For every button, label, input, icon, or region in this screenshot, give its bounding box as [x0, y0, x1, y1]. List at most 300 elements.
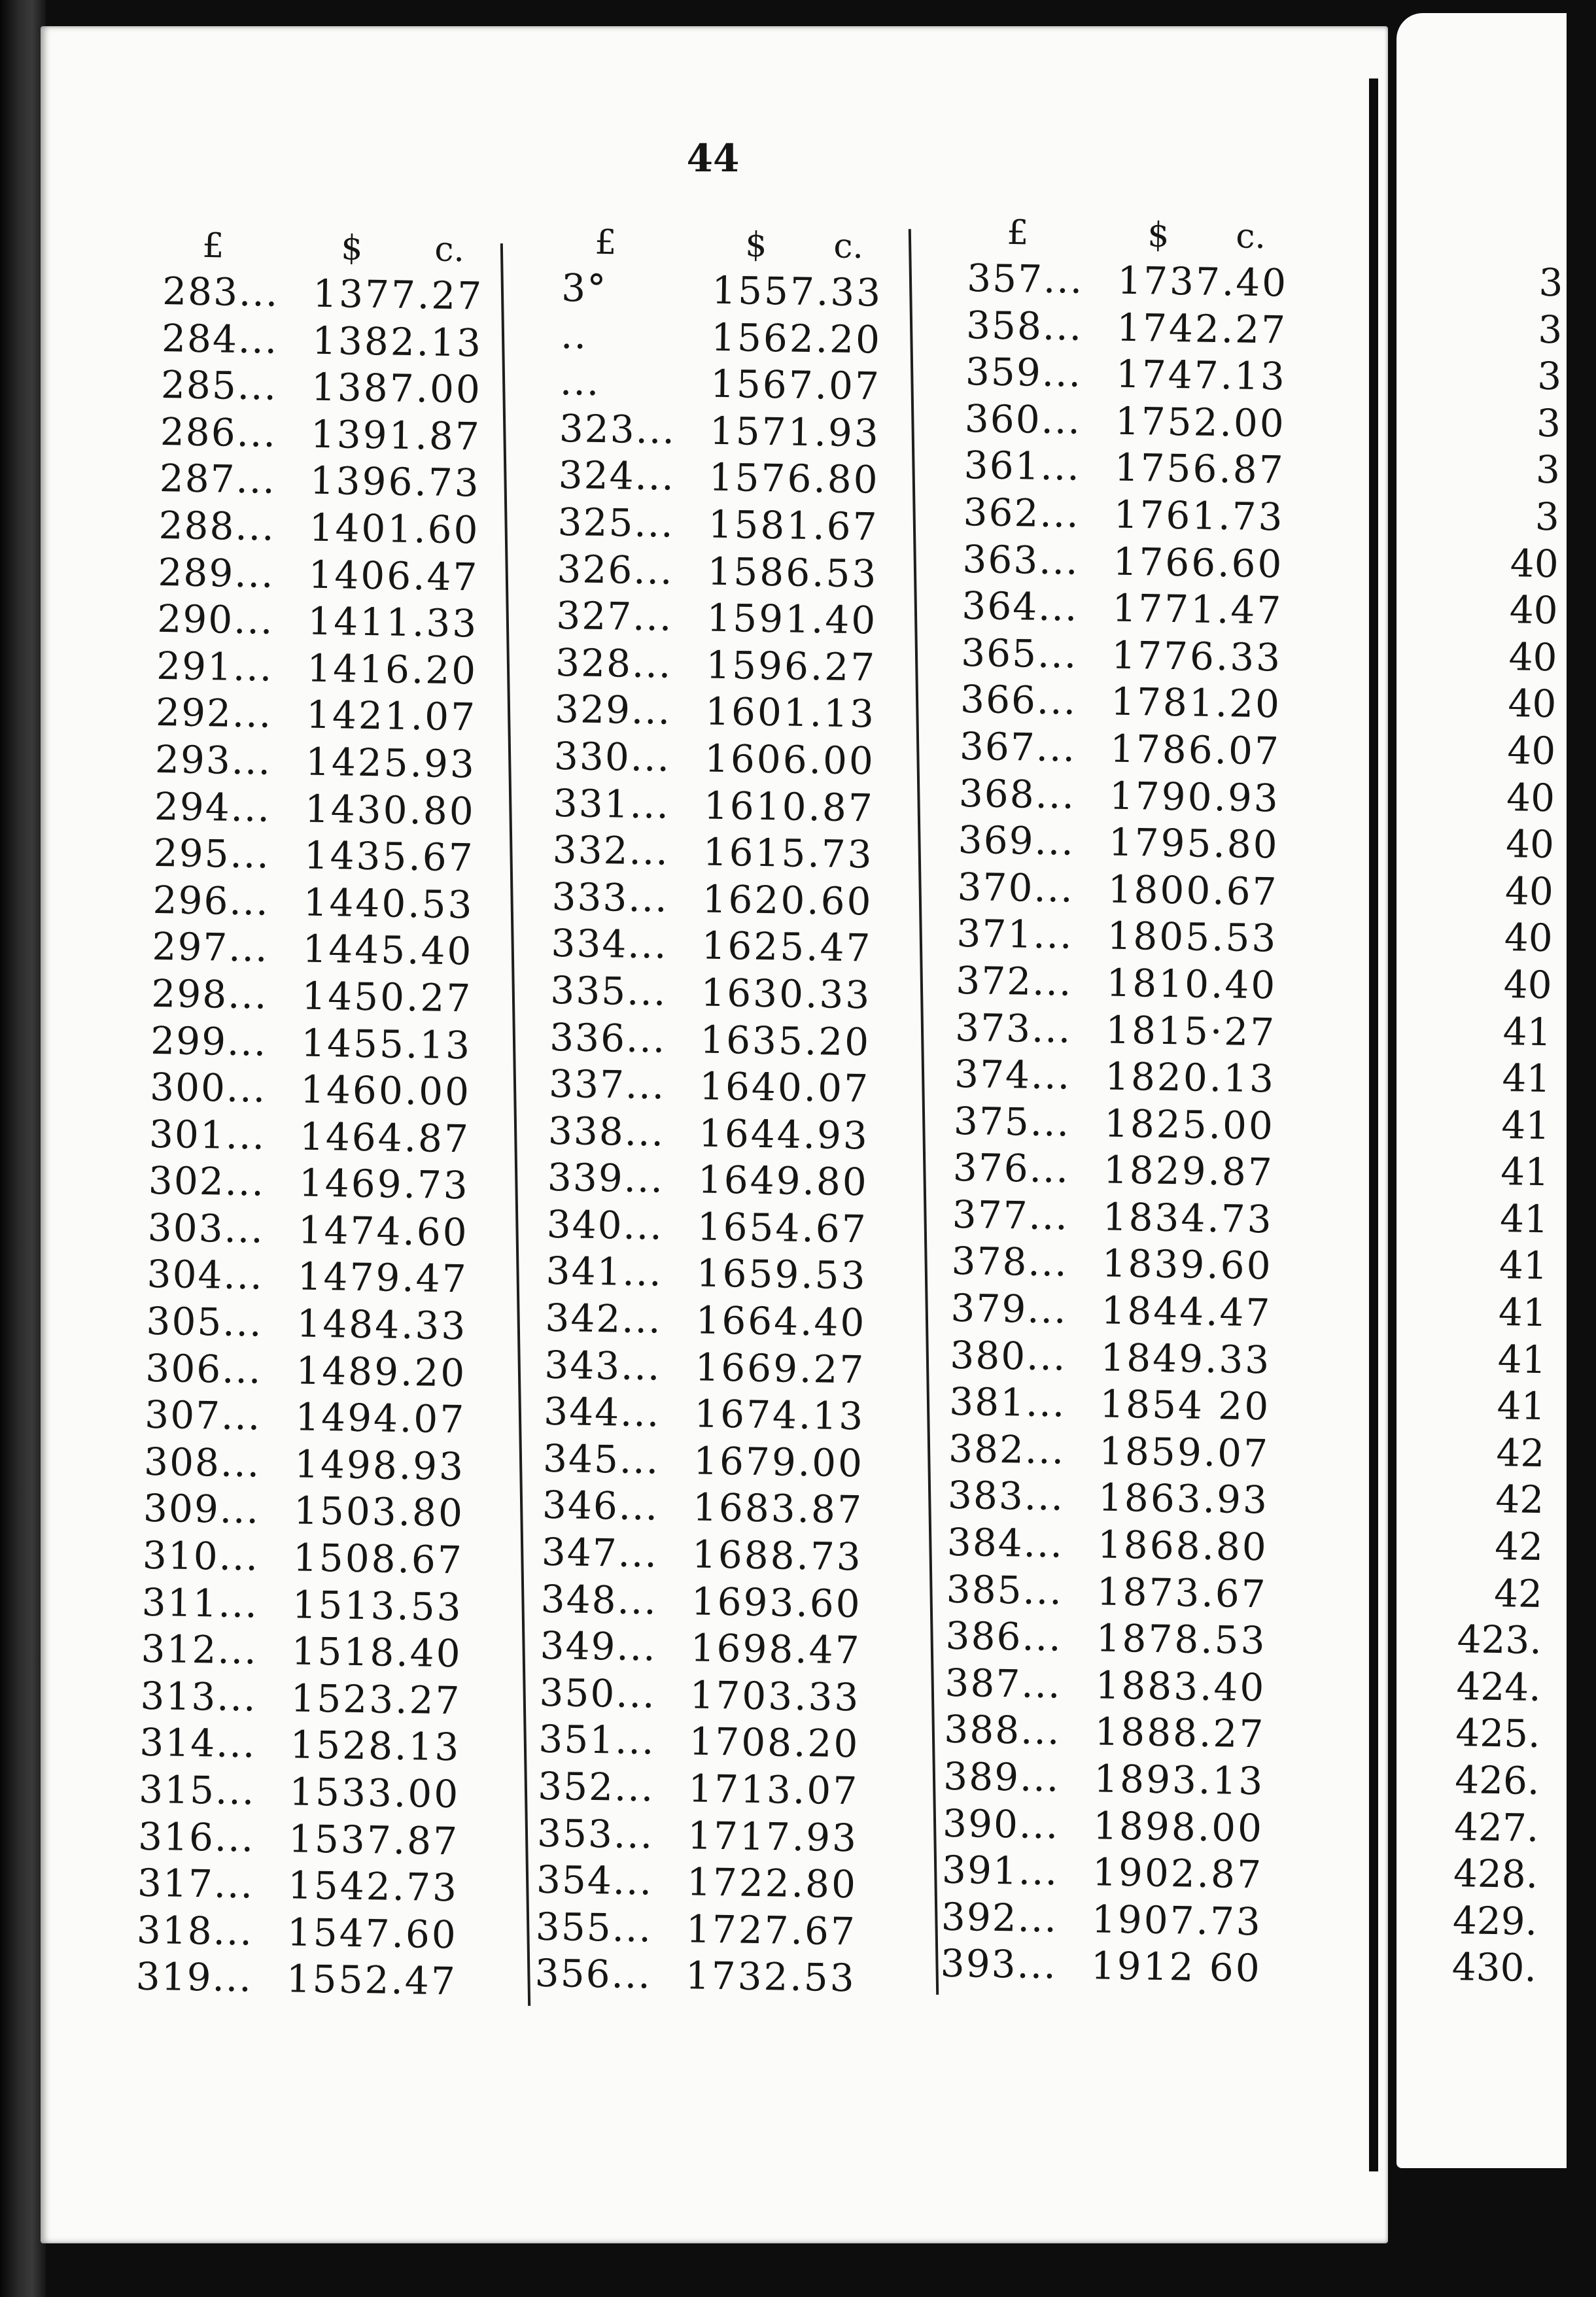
- table-row: [964, 396, 1331, 448]
- table-row: [545, 1295, 912, 1347]
- dollar-amount: 1460.00: [300, 1067, 472, 1114]
- table-row: [551, 874, 918, 926]
- pound-amount: 338...: [547, 1108, 665, 1155]
- table-row: 41: [1498, 1290, 1548, 1336]
- pound-amount: 331...: [553, 780, 670, 827]
- conversion-column-2: [534, 219, 929, 2003]
- dollar-amount: 1440.53: [303, 880, 475, 927]
- pound-amount: 381...: [948, 1379, 1066, 1426]
- table-row: [546, 1201, 913, 1254]
- pound-amount: 348...: [540, 1576, 658, 1623]
- pound-amount: 352...: [537, 1763, 655, 1810]
- table-row: 3: [1538, 260, 1563, 305]
- dollar-amount: 1664.40: [695, 1298, 867, 1345]
- table-row: 41: [1499, 1196, 1549, 1242]
- dollar-amount: 1401.60: [309, 505, 481, 553]
- table-row: [559, 406, 926, 458]
- dollar-amount: 1834.73: [1102, 1194, 1274, 1242]
- table-row: [153, 830, 520, 882]
- pound-amount: 378...: [951, 1239, 1069, 1286]
- pound-amount: 367...: [959, 723, 1077, 770]
- table-row: [158, 502, 525, 555]
- dollar-amount: 1888.27: [1094, 1709, 1266, 1757]
- table-row: [157, 596, 524, 648]
- table-row: 429.: [1452, 1897, 1538, 1944]
- dollar-amount: 1445.40: [302, 926, 474, 974]
- dollar-amount: 1766.60: [1113, 539, 1284, 587]
- table-row: [552, 827, 919, 879]
- dollar-amount: 1752.00: [1115, 398, 1287, 446]
- table-row: 41: [1502, 1009, 1552, 1054]
- table-row: [954, 1051, 1321, 1103]
- pound-amount: 298...: [150, 971, 269, 1018]
- table-row: [143, 1485, 510, 1538]
- table-row: [946, 1519, 1313, 1572]
- dollar-amount: 1571.93: [709, 408, 881, 456]
- dollar-amount: 1391.87: [310, 411, 482, 459]
- pound-amount: 306...: [145, 1345, 263, 1392]
- table-row: [544, 1341, 911, 1394]
- dollar-amount: 1679.00: [693, 1438, 865, 1486]
- pound-amount: 363...: [962, 536, 1080, 583]
- pound-amount: 308...: [143, 1439, 261, 1486]
- table-row: [546, 1248, 912, 1300]
- table-row: [944, 1706, 1311, 1759]
- table-row: [149, 1111, 516, 1164]
- table-row: [554, 733, 921, 786]
- pound-amount: 303...: [147, 1205, 265, 1252]
- table-row: 40: [1508, 634, 1557, 680]
- dollar-amount: 1416.20: [306, 646, 478, 693]
- table-row: [962, 536, 1329, 589]
- pound-header: £: [201, 226, 225, 266]
- dollar-amount: 1455.13: [300, 1020, 472, 1068]
- pound-amount: 309...: [143, 1486, 260, 1532]
- dollar-amount: 1606.00: [704, 736, 876, 784]
- pound-amount: 382...: [948, 1426, 1066, 1473]
- table-row: 427.: [1453, 1804, 1539, 1850]
- pound-amount: ...: [559, 359, 600, 405]
- dollar-amount: 1698.47: [690, 1625, 862, 1673]
- dollar-amount: 1737.40: [1117, 258, 1289, 305]
- dollar-amount: 1406.47: [308, 552, 479, 600]
- pound-amount: 376...: [952, 1145, 1070, 1192]
- conversion-column-3: [940, 209, 1334, 1993]
- dollar-amount: 1742.27: [1116, 305, 1288, 353]
- conversion-column-1: [135, 222, 530, 2006]
- table-row: [156, 689, 523, 742]
- dollar-amount: 1717.93: [687, 1812, 859, 1860]
- table-row: [137, 1860, 504, 1912]
- dollar-amount: 1479.47: [297, 1254, 469, 1302]
- pound-amount: 358...: [965, 302, 1083, 349]
- pound-amount: 318...: [136, 1907, 254, 1954]
- dollar-amount: 1430.80: [304, 786, 476, 834]
- table-row: [960, 723, 1327, 776]
- table-row: [561, 312, 928, 364]
- pound-amount: 374...: [954, 1051, 1071, 1098]
- pound-amount: 345...: [542, 1436, 660, 1483]
- dollar-amount: 1781.20: [1110, 679, 1282, 727]
- table-row: [948, 1472, 1315, 1525]
- dollar-amount: 1567.07: [710, 361, 882, 409]
- pound-amount: 283...: [162, 268, 279, 315]
- table-row: [152, 924, 519, 976]
- table-row: 42: [1493, 1570, 1543, 1616]
- dollar-amount: 1528.13: [289, 1722, 461, 1770]
- table-row: [967, 255, 1334, 307]
- table-row: [136, 1907, 503, 1959]
- table-row: 40: [1504, 868, 1554, 914]
- pound-amount: 324...: [558, 453, 676, 500]
- dollar-amount: 1591.40: [706, 595, 878, 643]
- dollar-amount: 1484.33: [296, 1301, 468, 1349]
- dollar-amount: 1469.73: [298, 1160, 470, 1208]
- pound-amount: 316...: [137, 1814, 255, 1861]
- conversion-column-4-partial: [1438, 258, 1596, 1993]
- pound-amount: 289...: [158, 549, 275, 596]
- dollar-amount: 1795.80: [1108, 820, 1280, 867]
- pound-amount: 370...: [957, 864, 1075, 911]
- table-row: [547, 1154, 914, 1207]
- table-row: [943, 1800, 1310, 1852]
- pound-amount: 350...: [539, 1670, 657, 1717]
- pound-amount: 390...: [942, 1801, 1060, 1848]
- dollar-amount: 1494.07: [294, 1394, 466, 1442]
- dollar-amount: 1382.13: [311, 318, 483, 366]
- dollar-amount: 1776.33: [1111, 632, 1283, 680]
- table-row: 428.: [1453, 1851, 1538, 1897]
- dollar-amount: 1756.87: [1114, 445, 1286, 493]
- table-row: [538, 1716, 905, 1769]
- table-row: 424.: [1456, 1663, 1542, 1710]
- pound-amount: 291...: [156, 643, 273, 690]
- pound-amount: 351...: [538, 1717, 656, 1763]
- table-row: [940, 1941, 1307, 1993]
- table-row: 41: [1499, 1243, 1548, 1288]
- table-row: 40: [1506, 728, 1556, 774]
- table-row: [945, 1660, 1311, 1712]
- dollar-amount: 1533.00: [288, 1769, 460, 1817]
- dollar-amount: 1411.33: [307, 598, 479, 646]
- table-row: [543, 1436, 910, 1488]
- table-row: [550, 967, 917, 1020]
- dollar-amount: 1790.93: [1109, 773, 1281, 821]
- pound-amount: 356...: [534, 1951, 652, 1997]
- table-row: [161, 362, 528, 414]
- dollar-amount: 1747.13: [1115, 351, 1287, 399]
- table-row: [557, 546, 924, 598]
- table-row: [943, 1753, 1310, 1806]
- pound-amount: 294...: [154, 784, 271, 831]
- table-row: [141, 1626, 508, 1678]
- pound-amount: 364...: [961, 583, 1079, 630]
- table-row: [150, 1064, 517, 1116]
- table-row: [956, 958, 1323, 1010]
- pound-amount: 342...: [545, 1295, 663, 1342]
- pound-amount: 383...: [947, 1473, 1065, 1519]
- dollar-amount: 1868.80: [1097, 1522, 1269, 1570]
- dollar-amount: 1547.60: [286, 1910, 459, 1958]
- pound-amount: 335...: [549, 967, 668, 1014]
- table-row: [954, 1098, 1321, 1150]
- pound-amount: 3°: [561, 265, 608, 311]
- table-row: [141, 1579, 508, 1631]
- table-row: [145, 1392, 512, 1444]
- pound-amount: 299...: [150, 1018, 268, 1065]
- column-header: [163, 222, 530, 274]
- table-row: [152, 877, 519, 929]
- table-row: [150, 1017, 517, 1069]
- pound-amount: 285...: [160, 362, 278, 409]
- dollar-amount: 1669.27: [694, 1345, 866, 1392]
- pound-amount: 353...: [536, 1810, 654, 1857]
- dollar-amount: 1518.40: [291, 1629, 463, 1676]
- pound-amount: 284...: [161, 315, 279, 362]
- pound-amount: 334...: [551, 921, 668, 967]
- pound-amount: 301...: [148, 1111, 266, 1158]
- dollar-amount: 1839.60: [1102, 1241, 1274, 1288]
- dollar-amount: 1474.60: [298, 1207, 470, 1255]
- pound-amount: 330...: [553, 733, 671, 780]
- dollar-amount: 1829.87: [1103, 1147, 1275, 1195]
- table-row: [147, 1251, 513, 1304]
- pound-amount: 313...: [140, 1673, 258, 1720]
- pound-amount: 288...: [158, 502, 276, 549]
- table-row: 40: [1506, 774, 1555, 820]
- dollar-amount: 1576.80: [708, 455, 880, 503]
- table-row: [538, 1763, 905, 1816]
- pound-amount: 392...: [941, 1894, 1058, 1941]
- table-row: [962, 583, 1328, 635]
- dollar-amount: 1542.73: [287, 1863, 459, 1910]
- table-row: [560, 358, 927, 411]
- pound-amount: 357...: [966, 255, 1084, 302]
- table-row: 41: [1501, 1056, 1551, 1101]
- table-row: [162, 268, 529, 320]
- dollar-amount: 1450.27: [301, 973, 473, 1021]
- table-row: [540, 1576, 907, 1628]
- table-row: [555, 640, 922, 692]
- table-row: [950, 1332, 1317, 1384]
- pound-amount: 361...: [963, 443, 1081, 490]
- pound-amount: 297...: [152, 924, 269, 971]
- pound-amount: 337...: [548, 1061, 666, 1108]
- table-row: [549, 1061, 916, 1113]
- dollar-amount: 1820.13: [1104, 1054, 1276, 1101]
- dollar-amount: 1503.80: [293, 1488, 465, 1536]
- pound-amount: 317...: [137, 1860, 254, 1907]
- pound-amount: 355...: [535, 1904, 653, 1951]
- table-row: 42: [1495, 1477, 1544, 1523]
- dollar-amount: 1863.93: [1098, 1475, 1270, 1523]
- dollar-amount: 1610.87: [703, 783, 875, 831]
- table-row: [958, 817, 1325, 869]
- dollar-amount: 1649.80: [697, 1157, 869, 1205]
- pound-amount: 343...: [544, 1342, 662, 1389]
- table-row: [948, 1426, 1315, 1478]
- table-row: [957, 864, 1324, 916]
- table-row: [558, 452, 925, 504]
- table-row: [952, 1192, 1319, 1244]
- pound-amount: 384...: [946, 1519, 1064, 1566]
- table-row: [162, 315, 529, 368]
- pound-amount: 292...: [155, 690, 273, 737]
- table-row: [949, 1379, 1316, 1431]
- cents-header: c.: [1235, 216, 1266, 257]
- dollar-amount: 1849.33: [1100, 1335, 1272, 1383]
- table-row: [549, 1014, 916, 1066]
- dollar-amount: 1620.60: [702, 876, 874, 924]
- table-row: 42: [1494, 1523, 1544, 1570]
- table-row: 3: [1537, 307, 1563, 352]
- column-header: [967, 209, 1334, 261]
- pound-amount: 380...: [949, 1332, 1067, 1379]
- pound-amount: 304...: [147, 1252, 264, 1299]
- dollar-amount: 1708.20: [688, 1719, 860, 1767]
- table-row: [961, 630, 1328, 682]
- dollar-amount: 1907.73: [1091, 1897, 1263, 1944]
- dollar-amount: 1396.73: [309, 458, 481, 506]
- table-row: [139, 1767, 506, 1819]
- pound-amount: 328...: [555, 640, 672, 687]
- table-row: [963, 489, 1330, 542]
- dollar-amount: 1635.20: [699, 1016, 871, 1065]
- table-row: [160, 409, 527, 461]
- pound-amount: 369...: [958, 818, 1075, 864]
- pound-amount: 360...: [964, 396, 1082, 443]
- table-row: [158, 549, 525, 602]
- dollar-amount: 1844.47: [1101, 1288, 1272, 1336]
- dollar-amount: 1703.33: [689, 1672, 861, 1720]
- dollar-amount: 1854 20: [1099, 1381, 1271, 1429]
- pound-amount: 373...: [954, 1005, 1072, 1052]
- pound-amount: 314...: [139, 1720, 257, 1767]
- pound-amount: 391...: [941, 1847, 1059, 1894]
- dollar-amount: 1562.20: [710, 315, 882, 362]
- table-row: 3: [1536, 353, 1562, 399]
- dollar-amount: 1805.53: [1107, 913, 1278, 961]
- column-header: [562, 219, 929, 271]
- table-row: [539, 1670, 906, 1722]
- table-row: [154, 783, 521, 835]
- table-row: [952, 1145, 1319, 1197]
- table-row: 40: [1503, 961, 1553, 1008]
- dollar-amount: 1523.27: [290, 1676, 462, 1723]
- pound-amount: 340...: [546, 1201, 664, 1249]
- table-row: [955, 1004, 1322, 1056]
- table-row: [556, 593, 923, 645]
- table-row: [159, 455, 526, 508]
- table-row: 40: [1507, 681, 1557, 727]
- dollar-amount: 1893.13: [1093, 1756, 1265, 1804]
- dollar-amount: 1674.13: [693, 1391, 865, 1439]
- table-row: 41: [1500, 1149, 1550, 1195]
- dollar-amount: 1581.67: [708, 502, 880, 549]
- table-row: [145, 1345, 512, 1397]
- table-row: [946, 1566, 1313, 1618]
- table-row: [541, 1529, 908, 1581]
- dollar-amount: 1644.93: [698, 1111, 870, 1158]
- pound-amount: 379...: [950, 1285, 1068, 1332]
- dollar-amount: 1421.07: [305, 692, 477, 740]
- table-row: [548, 1108, 915, 1160]
- pound-amount: 333...: [551, 874, 669, 921]
- table-row: [534, 1950, 901, 2003]
- pound-amount: 347...: [541, 1529, 659, 1576]
- table-row: 41: [1501, 1102, 1550, 1148]
- pound-amount: 329...: [554, 687, 672, 734]
- table-row: [561, 265, 928, 317]
- page-gutter: [1369, 78, 1378, 2171]
- table-row: [963, 442, 1330, 494]
- dollar-header: $: [340, 228, 363, 268]
- pound-amount: 286...: [160, 409, 277, 456]
- dollar-header: $: [1147, 215, 1170, 255]
- table-row: [951, 1238, 1318, 1290]
- pound-amount: 359...: [965, 349, 1083, 396]
- cents-header: c.: [833, 226, 864, 267]
- pound-amount: 388...: [943, 1707, 1062, 1753]
- table-row: [958, 770, 1325, 822]
- dollar-amount: 1873.67: [1096, 1568, 1268, 1617]
- table-row: [156, 643, 523, 695]
- table-row: [551, 920, 918, 973]
- pound-amount: 296...: [152, 877, 270, 924]
- table-row: [941, 1893, 1308, 1946]
- pound-amount: 300...: [149, 1064, 267, 1111]
- pound-amount: 290...: [156, 596, 275, 643]
- table-row: [942, 1847, 1309, 1899]
- pound-amount: 311...: [141, 1580, 259, 1627]
- table-row: [965, 349, 1332, 401]
- pound-amount: 368...: [958, 770, 1076, 818]
- dollar-amount: 1387.00: [311, 364, 483, 412]
- dollar-amount: 1693.60: [691, 1578, 863, 1627]
- dollar-amount: 1513.53: [292, 1581, 464, 1630]
- dollar-amount: 1727.67: [685, 1907, 858, 1954]
- dollar-amount: 1654.67: [697, 1204, 869, 1252]
- pound-amount: 312...: [141, 1626, 258, 1673]
- table-row: [155, 736, 522, 789]
- pound-amount: 295...: [153, 831, 271, 877]
- pound-amount: 371...: [956, 911, 1074, 958]
- pound-amount: 375...: [953, 1098, 1071, 1145]
- dollar-amount: 1596.27: [705, 642, 877, 690]
- pound-amount: 349...: [540, 1623, 657, 1670]
- pound-amount: 341...: [546, 1249, 663, 1296]
- table-row: 425.: [1455, 1710, 1541, 1757]
- pound-amount: 389...: [943, 1753, 1060, 1801]
- dollar-amount: 1659.53: [696, 1251, 868, 1298]
- dollar-amount: 1732.53: [685, 1953, 857, 2001]
- dollar-amount: 1825.00: [1103, 1101, 1275, 1148]
- dollar-amount: 1722.80: [686, 1859, 858, 1907]
- table-row: [147, 1205, 514, 1257]
- table-row: [555, 686, 922, 738]
- dollar-amount: 1615.73: [703, 829, 875, 877]
- pound-amount: 365...: [960, 630, 1078, 677]
- pound-amount: 346...: [542, 1483, 659, 1529]
- table-row: [135, 1954, 502, 2006]
- table-row: [146, 1298, 513, 1351]
- dollar-amount: 1625.47: [701, 923, 873, 971]
- pound-amount: 319...: [135, 1954, 253, 2001]
- dollar-amount: 1498.93: [294, 1442, 466, 1489]
- table-row: [148, 1158, 515, 1210]
- pound-amount: 386...: [945, 1613, 1063, 1660]
- pound-header: £: [1006, 213, 1030, 253]
